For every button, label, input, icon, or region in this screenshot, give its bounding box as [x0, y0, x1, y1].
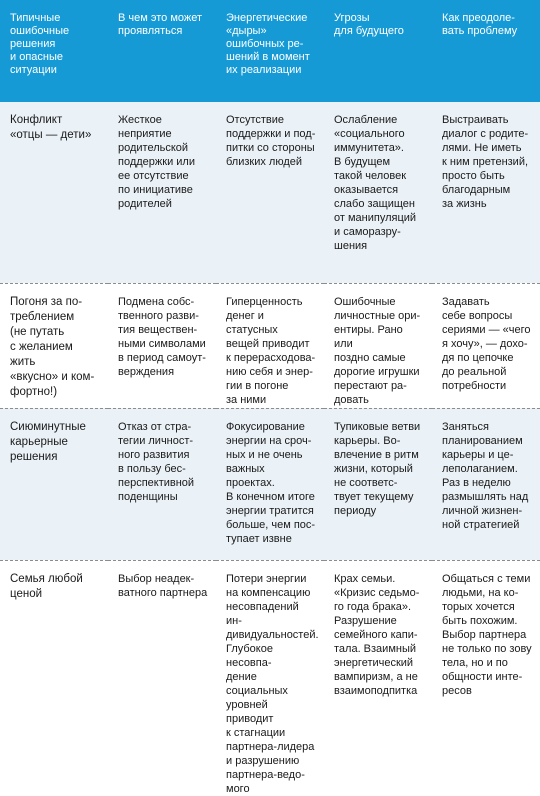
table-cell: Крах семьи. «Кризис седьмо- го года брака». Разрушение семейного капи- тала. Взаимный энергетический вампиризм, а не взаимоподпитка: [334, 572, 420, 697]
table-cell: Задавать себе вопросы сериями — «чего я хочу», — дохо- дя по цепочке до реальной потребности: [442, 295, 531, 392]
table-row: [0, 102, 540, 283]
table-cell: Ошибочные личностные ори- ентиры. Рано или поздно самые дорогие игрушки перестают ра- довать: [334, 295, 421, 406]
table-row: [0, 560, 540, 796]
table-cell: Конфликт «отцы — дети»: [10, 114, 92, 141]
table-cell: Гиперценность денег и статусных вещей приводит к перерасходова- нию себя и энер- гии в погоне за ними: [226, 295, 316, 406]
table-cell: Фокусирование энергии на сроч- ных и не очень важных проектах. В конечном итоге энергии тратится больше, чем пос- тупает извне: [226, 420, 316, 545]
header-cell-future-threats: Угрозы для будущего: [334, 12, 404, 37]
table-header: [0, 0, 540, 102]
table-cell: Выстраивать диалог с родите- лями. Не иметь к ним претензий, просто быть благодарным за жизнь: [442, 114, 529, 210]
table-cell: Общаться с теми людьми, на ко- торых хочется быть похожим. Выбор партнера не только по зову тела, но и по общности инте- ресов: [442, 572, 532, 697]
table-cell: Погоня за по- треблением (не путать с желанием жить «вкусно» и ком- фортно!): [10, 295, 95, 398]
table-row: [0, 283, 540, 408]
table-cell: Подмена собс- твенного разви- тия веществен- ными символами в период самоут- верждения: [118, 295, 206, 378]
header-cell-manifestation: В чем это может проявляться: [118, 12, 203, 37]
table-cell: Семья любой ценой: [10, 572, 83, 600]
table-cell: Выбор неадек- ватного партнера: [118, 572, 208, 599]
header-cell-energy-holes: Энергетические «дыры» ошибочных ре- шений в момент их реализации: [226, 12, 310, 76]
table-cell: Заняться планированием карьеры и це- леполаганием. Раз в неделю размышлять над личной жизнен- ной стратегией: [442, 420, 529, 531]
table-cell: Сиюминутные карьерные решения: [10, 420, 86, 463]
header-row: [0, 0, 540, 102]
table-cell: Ослабление «социального иммунитета». В будущем такой человек оказывается слабо защищен от манипуляций и саморазру- шения: [334, 114, 417, 252]
table-cell: Отказ от стра- тегии личност- ного развития в пользу бес- перспективной поденщины: [118, 420, 195, 503]
table-row: [0, 408, 540, 560]
header-cell-typical-errors: Типичные ошибочные решения и опасные ситуации: [10, 12, 70, 76]
table-cell: Жесткое неприятие родительской поддержки или ее отсутствие по инициативе родителей: [118, 114, 195, 210]
table-cell: Потери энергии на компенсацию несовпадений ин- дивидуальностей. Глубокое несовпа- дение социальных уровней приводит к стагнации партнера-лидера и разрушению партнера-ведо- мого: [226, 572, 319, 795]
table-cell: Тупиковые ветви карьеры. Во- влечение в ритм жизни, который не соответс- твует текущему периоду: [334, 420, 421, 517]
table-body: [0, 102, 540, 796]
table-cell: Отсутствие поддержки и под- питки со стороны близких людей: [226, 114, 316, 168]
header-cell-how-to-overcome: Как преодоле- вать проблему: [442, 12, 518, 37]
